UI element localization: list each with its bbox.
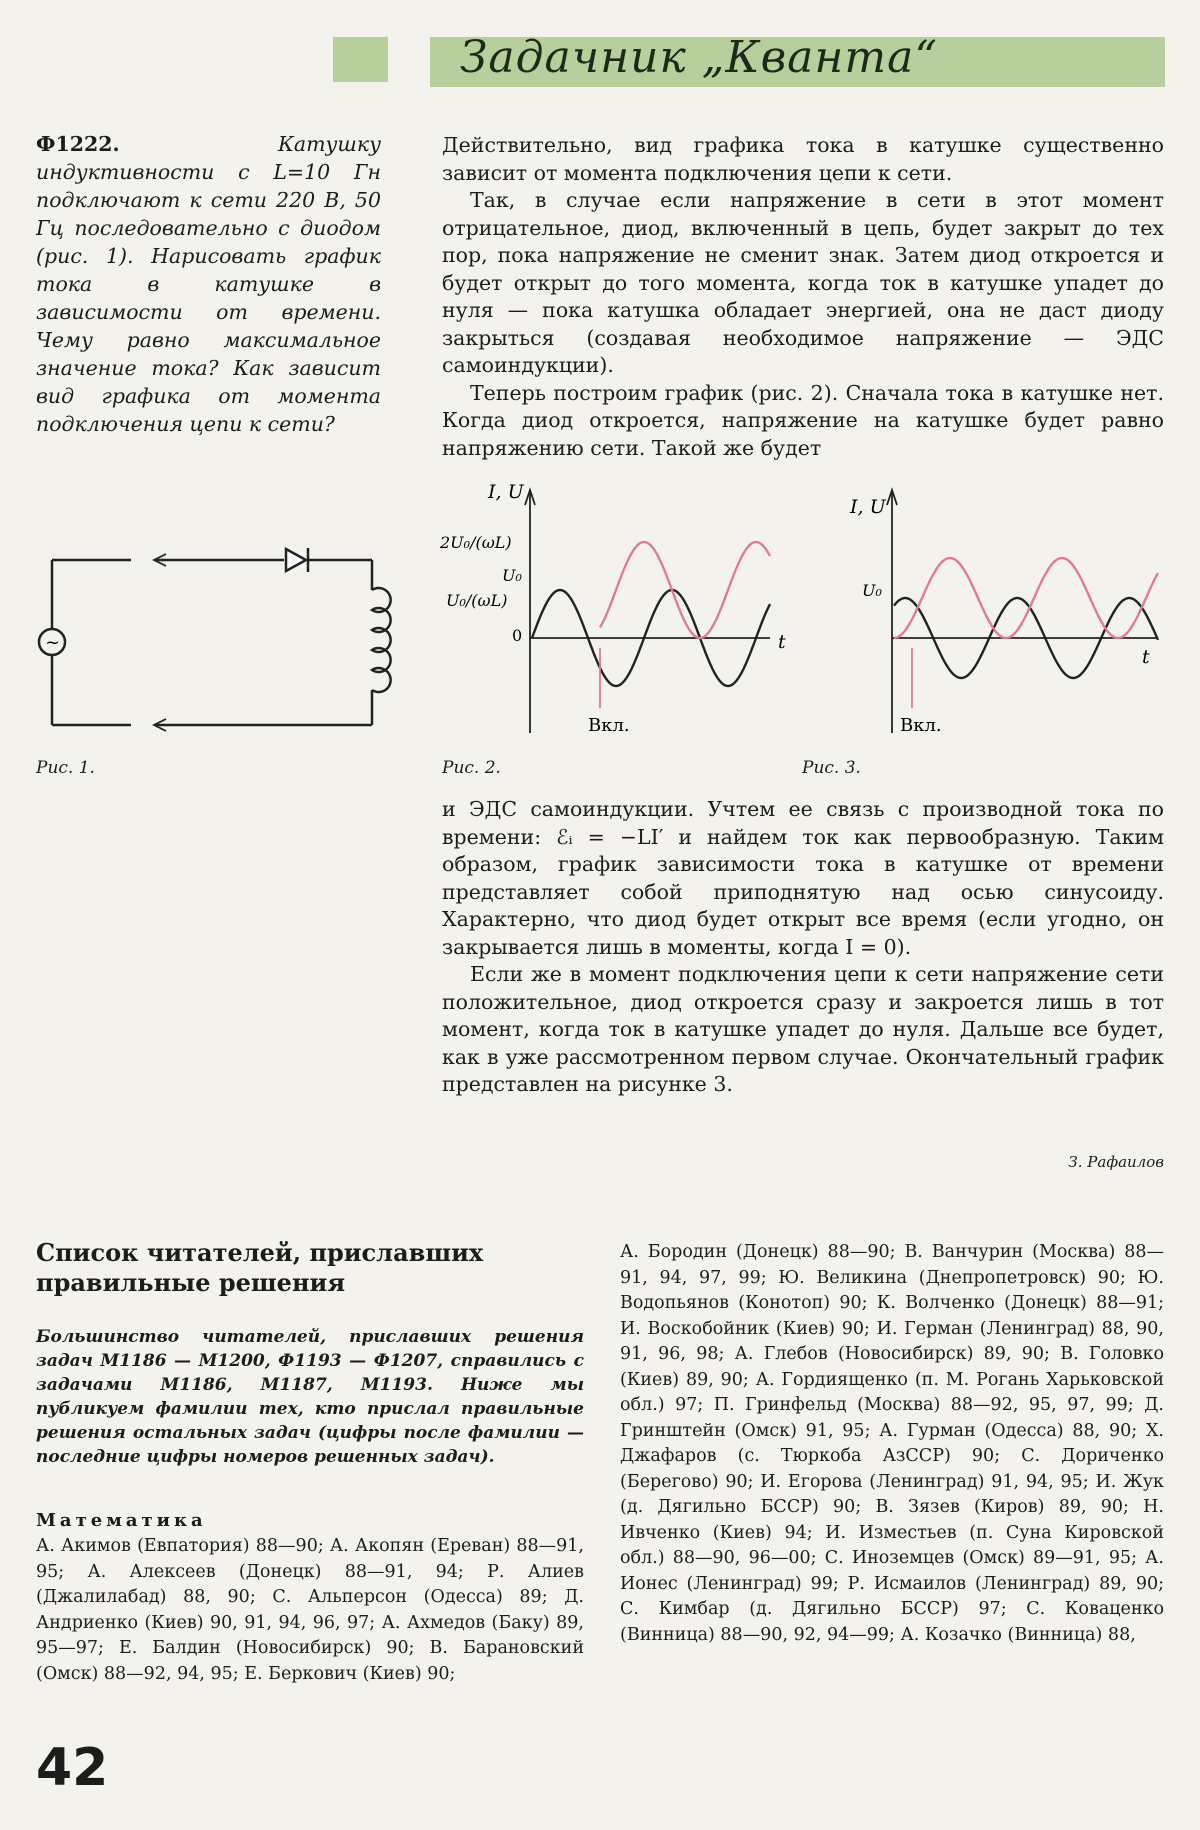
fig2-caption: Рис. 2. xyxy=(442,758,501,778)
problem-number: Ф1222. xyxy=(36,132,120,156)
section-title: Задачник „Кванта“ xyxy=(460,32,938,83)
diode-icon xyxy=(286,549,306,571)
fig1-caption: Рис. 1. xyxy=(36,758,95,778)
switch-on-label: Вкл. xyxy=(900,715,942,736)
label-u0-omega-l: U₀/(ωL) xyxy=(446,591,508,610)
label-u0: U₀ xyxy=(502,566,522,585)
math-heading: Математика xyxy=(36,1510,207,1531)
solution-paragraph: Действительно, вид графика тока в катушке существенно зависит от момента подключения цепи к сети. xyxy=(442,133,1164,185)
solution-paragraph: Если же в момент подключения цепи к сети напряжение сети положительное, диод откроется сразу и закроется лишь в тот момент, когда ток в катушке упадет до нуля. Дальше все будет, как в уже рассмотренном первом случае. Окончательный график представлен на рисунке 3. xyxy=(442,962,1164,1096)
ac-symbol: ~ xyxy=(45,632,61,653)
readers-list-left: А. Акимов (Евпатория) 88—90; А. Акопян (Ереван) 88—91, 95; А. Алексеев (Донецк) 88—91, 94; Р. Алиев (Джалилабад) 88, 90; С. Альперсон (Одесса) 89; Д. Андриенко (Киев) 90, 91, 94, 96, 97; А. Ахмедов (Баку) 89, 95—97; Е. Балдин (Новосибирск) 90; В. Барановский (Омск) 88—92, 94, 95; Е. Беркович (Киев) 90; xyxy=(36,1536,584,1684)
list-title: Список читателей, приславших правильные решения xyxy=(36,1238,484,1297)
axis-y-label: I, U xyxy=(850,496,886,518)
current-curve xyxy=(894,558,1158,638)
readers-list-right: А. Бородин (Донецк) 88—90; В. Ванчурин (Москва) 88—91, 94, 97, 99; Ю. Великина (Днепропетровск) 90; Ю. Водопьянов (Конотоп) 90; К. Волченко (Донецк) 88—91; И. Воскобойник (Киев) 90; И. Герман (Ленинград) 88, 90, 91, 96, 98; А. Глебов (Новосибирск) 89, 90; В. Головко (Киев) 89, 90; А. Гордиященко (п. М. Рогань Харьковской обл.) 97; П. Гринфельд (Москва) 88—92, 95, 97, 99; Д. Гринштейн (Омск) 91, 95; А. Гурман (Одесса) 88, 90; Х. Джафаров (с. Тюркоба АзССР) 90; С. Дориченко (Берегово) 90; И. Егорова (Ленинград) 91, 94, 95; И. Жук (д. Дягильно БССР) 90; В. Зязев (Киров) 89, 90; Н. Ивченко (Киев) 94; И. Изместьев (п. Суна Кировской обл.) 88—90, 96—00; С. Иноземцев (Омск) 89—91, 95; А. Ионес (Ленинград) 99; Р. Исмаилов (Ленинград) 89, 90; С. Кимбар (д. Дягильно БССР) 97; С. Коваценко (Винница) 88—90, 92, 94—99; А. Козачко (Винница) 88, xyxy=(620,1242,1164,1645)
header-decor xyxy=(333,37,388,82)
solution-paragraph: Так, в случае если напряжение в сети в этот момент отрицательное, диод, включенный в цепь, будет закрыт до тех пор, пока напряжение не сменит знак. Затем диод откроется и будет открыт до того момента, когда ток в катушке упадет до нуля — пока катушка обладает энергией, она не даст диоду закрыться (создавая необходимое напряжение — ЭДС самоиндукции). xyxy=(442,188,1164,377)
switch-on-label: Вкл. xyxy=(588,715,630,736)
figure-2-graph xyxy=(440,478,810,748)
current-curve xyxy=(600,542,770,638)
axis-x-label: t xyxy=(778,631,786,653)
axis-y-label: I, U xyxy=(488,481,524,503)
problem-text: Катушку индуктивности с L=10 Гн подключают к сети 220 В, 50 Гц последовательно с диодом (рис. 1). Нарисовать график тока в катушке в зависимости от времени. Чему равно максимальное значение тока? Как зависит вид графика от момента подключения цепи к сети? xyxy=(36,132,381,436)
circuit-diagram xyxy=(36,540,406,780)
problem-statement xyxy=(36,130,381,438)
axis-x-label: t xyxy=(1142,646,1150,668)
solution-paragraph: и ЭДС самоиндукции. Учтем ее связь с производной тока по времени: ℰᵢ = −LI′ и найдем ток как первообразную. Таким образом, график зависимости тока в катушке от времени представляет собой приподнятую над осью синусоиду. Характерно, что диод будет открыт все время (если угодно, он закрывается лишь в моменты, когда I = 0). xyxy=(442,797,1164,959)
solution-paragraph: Теперь построим график (рис. 2). Сначала тока в катушке нет. Когда диод откроется, напряжение на катушке будет равно напряжению сети. Такой же будет xyxy=(442,380,1164,460)
solution-bottom xyxy=(442,796,1164,1099)
label-zero: 0 xyxy=(512,626,523,645)
list-intro: Большинство читателей, приславших решения задач М1186 — М1200, Ф1193 — Ф1207, справились с задачами М1186, М1187, М1193. Ниже мы публикуем фамилии тех, кто прислал правильные решения остальных задач (цифры после фамилии — последние цифры номеров решенных задач). xyxy=(36,1327,584,1467)
author-signature: З. Рафаилов xyxy=(1068,1153,1164,1171)
figure-3-graph xyxy=(840,478,1170,748)
inductor-coil xyxy=(372,588,391,692)
page-number: 42 xyxy=(36,1738,109,1798)
label-u0: U₀ xyxy=(862,581,882,600)
solution-top xyxy=(442,132,1164,462)
fig3-caption: Рис. 3. xyxy=(802,758,861,778)
label-2u0-omega-l: 2U₀/(ωL) xyxy=(440,533,512,552)
